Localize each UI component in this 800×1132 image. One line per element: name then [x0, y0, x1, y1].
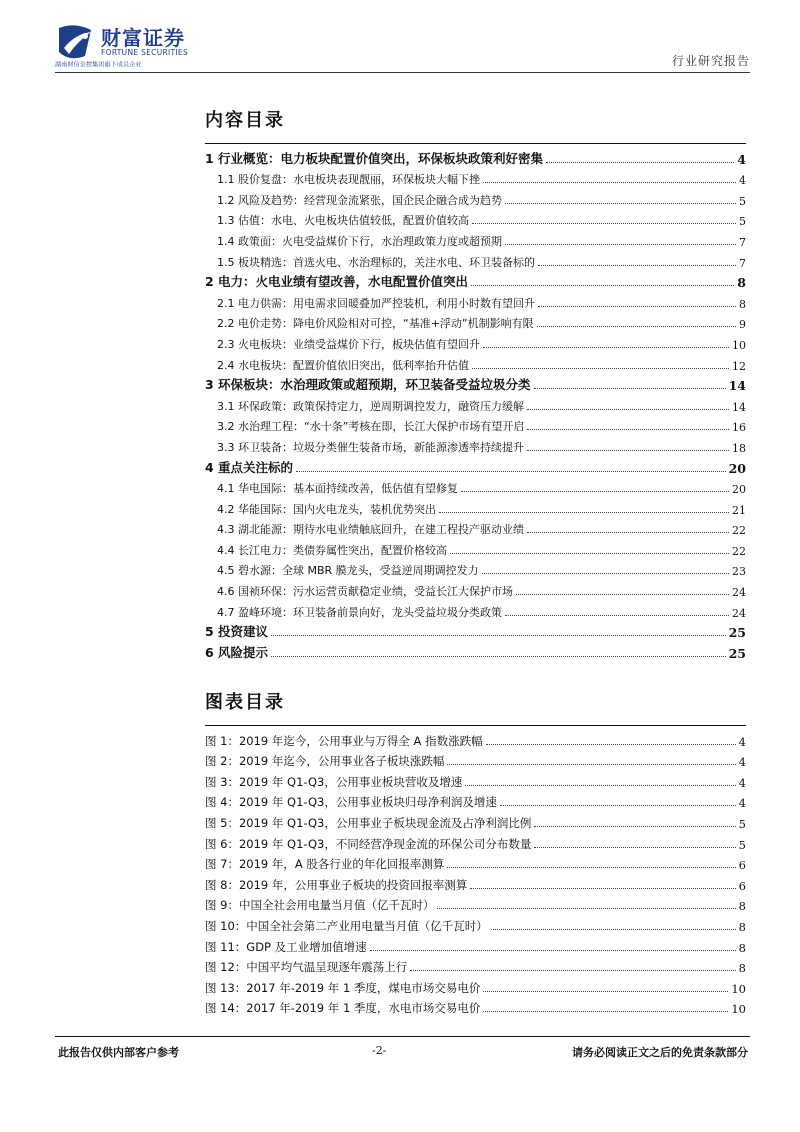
entry-title: 4 重点关注标的 [205, 459, 294, 475]
entry-title: 3.1 环保政策：政策保持定力，逆周期调控发力，融资压力缓解 [217, 399, 524, 413]
entry-title: 1.5 板块精选：首选火电、水治理标的，关注水电、环卫装备标的 [217, 255, 535, 269]
entry-page-number: 21 [732, 503, 746, 517]
entry-title: 图 4：2019 年 Q1-Q3，公用事业板块归母净利润及增速 [205, 795, 497, 810]
toc-subsection-entry[interactable] [205, 434, 746, 455]
logo-subtitle: 湖南财信金控集团旗下成员企业 [55, 60, 142, 69]
dot-leader [296, 470, 726, 472]
entry-page-number: 23 [732, 565, 746, 579]
entry-page-number: 10 [731, 981, 746, 996]
dot-leader [538, 305, 736, 307]
dot-leader [527, 408, 729, 410]
dot-leader [483, 990, 728, 992]
dot-leader [491, 928, 736, 930]
entry-title: 3.2 水治理工程：“水十条”考核在即，长江大保护市场有望开启 [217, 420, 525, 434]
figure-list-entry[interactable] [205, 872, 746, 893]
toc-section-entry[interactable] [205, 373, 746, 394]
dot-leader [471, 284, 734, 286]
figure-list-entry[interactable] [205, 810, 746, 831]
entry-page-number: 22 [732, 524, 746, 538]
entry-title: 2.4 水电板块：配置价值依旧突出，低利率抬升估值 [217, 358, 469, 372]
entry-page-number: 20 [728, 460, 746, 476]
dot-leader [483, 181, 736, 183]
dot-leader [527, 428, 729, 430]
entry-title: 图 11：GDP 及工业增加值增速 [205, 939, 367, 954]
figure-list-entry[interactable] [205, 749, 746, 770]
toc-subsection-entry[interactable] [205, 187, 746, 208]
toc-subsection-entry[interactable] [205, 578, 746, 599]
dot-leader [470, 887, 735, 889]
toc-subsection-entry[interactable] [205, 496, 746, 517]
toc-section-entry[interactable] [205, 620, 746, 641]
dot-leader [546, 161, 734, 163]
dot-leader [538, 264, 736, 266]
dot-leader [271, 634, 726, 636]
page-header [0, 0, 800, 75]
dot-leader [505, 202, 736, 204]
toc-subsection-entry[interactable] [205, 517, 746, 538]
entry-page-number: 25 [728, 625, 746, 641]
toc-subsection-entry[interactable] [205, 249, 746, 270]
figure-list-entry[interactable] [205, 852, 746, 873]
dot-leader [271, 655, 726, 657]
entry-page-number: 5 [739, 194, 746, 208]
dot-leader [483, 1010, 728, 1012]
entry-page-number: 18 [732, 441, 746, 455]
entry-page-number: 24 [732, 606, 746, 620]
toc-heading: 内容目录 [205, 110, 285, 131]
dot-leader [472, 222, 736, 224]
entry-page-number: 4 [739, 174, 746, 188]
company-logo [55, 22, 215, 68]
toc-section-entry[interactable] [205, 640, 746, 661]
toc-subsection-entry[interactable] [205, 393, 746, 414]
dot-leader [483, 346, 729, 348]
entry-title: 图 1：2019 年迄今，公用事业与万得全 A 指数涨跌幅 [205, 733, 483, 748]
entry-title: 图 14：2017 年-2019 年 1 季度，水电市场交易电价 [205, 1001, 481, 1016]
entry-title: 4.6 国祯环保：污水运营贡献稳定业绩，受益长江大保护市场 [217, 585, 513, 599]
dot-leader [534, 825, 735, 827]
toc-subsection-entry[interactable] [205, 476, 746, 497]
entry-page-number: 7 [739, 256, 746, 270]
dot-leader [465, 784, 735, 786]
entry-title: 1.3 估值：水电、火电板块估值较低，配置价值较高 [217, 214, 469, 228]
header-divider [55, 72, 750, 73]
dot-leader [447, 866, 735, 868]
dot-leader [534, 387, 726, 389]
dot-leader [527, 531, 729, 533]
entry-page-number: 10 [732, 338, 746, 352]
figure-list-entry[interactable] [205, 996, 746, 1017]
entry-page-number: 6 [738, 858, 746, 873]
figure-list-entry[interactable] [205, 893, 746, 914]
dot-leader [437, 907, 735, 909]
entry-title: 图 8：2019 年，公用事业子板块的投资回报率测算 [205, 877, 468, 892]
entry-title: 图 2：2019 年迄今，公用事业各子板块涨跌幅 [205, 754, 445, 769]
dot-leader [461, 490, 729, 492]
entry-page-number: 8 [738, 919, 746, 934]
dot-leader [447, 763, 735, 765]
figure-list-heading: 图表目录 [205, 692, 285, 713]
entry-title: 4.1 华电国际：基本面持续改善，低估值有望修复 [217, 482, 458, 496]
entry-page-number: 5 [738, 816, 746, 831]
entry-title: 图 6：2019 年 Q1-Q3，不同经营净现金流的环保公司分布数量 [205, 836, 532, 851]
entry-page-number: 4 [737, 151, 746, 167]
entry-title: 2.3 火电板块：业绩受益煤价下行，板块估值有望回升 [217, 337, 480, 351]
entry-page-number: 4 [738, 796, 746, 811]
entry-title: 图 12：中国平均气温呈现逐年震荡上行 [205, 960, 408, 975]
toc-subsection-entry[interactable] [205, 414, 746, 435]
figure-list-entry[interactable] [205, 790, 746, 811]
entry-title: 2.1 电力供需：用电需求回暖叠加严控装机，利用小时数有望回升 [217, 296, 535, 310]
entry-page-number: 12 [732, 359, 746, 373]
footer-divider [55, 1036, 750, 1037]
entry-title: 5 投资建议 [205, 624, 269, 640]
entry-title: 4.5 碧水源：全球 MBR 膜龙头，受益逆周期调控发力 [217, 564, 479, 578]
dot-leader [439, 511, 729, 513]
entry-title: 4.3 湖北能源：期待水电业绩触底回升，在建工程投产驱动业绩 [217, 523, 524, 537]
entry-page-number: 22 [732, 544, 746, 558]
entry-page-number: 8 [737, 275, 746, 291]
entry-page-number: 6 [738, 878, 746, 893]
figure-list-entry[interactable] [205, 769, 746, 790]
entry-page-number: 8 [738, 961, 746, 976]
figure-list-entry[interactable] [205, 831, 746, 852]
entry-title: 图 13：2017 年-2019 年 1 季度，煤电市场交易电价 [205, 980, 481, 995]
entry-page-number: 7 [739, 235, 746, 249]
entry-page-number: 14 [728, 378, 746, 394]
dot-leader [527, 449, 729, 451]
entry-page-number: 20 [732, 483, 746, 497]
page-number: -2- [372, 1044, 387, 1057]
figure-list-entry[interactable] [205, 955, 746, 976]
toc-subsection-entry[interactable] [205, 537, 746, 558]
entry-page-number: 8 [738, 899, 746, 914]
entry-page-number: 10 [731, 1002, 746, 1017]
entry-page-number: 4 [738, 755, 746, 770]
figure-list [205, 725, 746, 1016]
figure-list-entry[interactable] [205, 725, 746, 749]
entry-title: 2 电力：火电业绩有望改善，水电配置价值突出 [205, 274, 469, 290]
table-of-contents [205, 143, 746, 661]
dot-leader [505, 243, 736, 245]
footer-disclaimer-left: 此报告仅供内部客户参考 [58, 1046, 179, 1059]
dot-leader [482, 572, 729, 574]
dot-leader [516, 593, 729, 595]
entry-title: 图 5：2019 年 Q1-Q3，公用事业子板块现金流及占净利润比例 [205, 815, 532, 830]
logo-chinese-name: 财富证券 [101, 26, 185, 50]
dot-leader [534, 846, 735, 848]
entry-page-number: 5 [739, 215, 746, 229]
entry-page-number: 8 [738, 940, 746, 955]
dot-leader [500, 804, 736, 806]
entry-page-number: 24 [732, 586, 746, 600]
entry-title: 2.2 电价走势：降电价风险相对可控，“基准+浮动”机制影响有限 [217, 317, 534, 331]
entry-title: 图 10：中国全社会第二产业用电量当月值（亿千瓦时） [205, 918, 488, 933]
entry-title: 1.2 风险及趋势：经营现金流紧张，国企民企融合成为趋势 [217, 193, 502, 207]
toc-subsection-entry[interactable] [205, 558, 746, 579]
dot-leader [450, 552, 729, 554]
dot-leader [486, 743, 736, 745]
entry-page-number: 5 [738, 837, 746, 852]
entry-title: 图 3：2019 年 Q1-Q3，公用事业板块营收及增速 [205, 774, 463, 789]
toc-subsection-entry[interactable] [205, 599, 746, 620]
dot-leader [370, 949, 736, 951]
toc-section-entry[interactable] [205, 270, 746, 291]
entry-title: 图 7：2019 年，A 股各行业的年化回报率测算 [205, 857, 445, 872]
entry-title: 1 行业概览：电力板块配置价值突出，环保板块政策利好密集 [205, 150, 544, 166]
entry-title: 1.1 股价复盘：水电板块表现靓丽，环保板块大幅下挫 [217, 173, 480, 187]
toc-subsection-entry[interactable] [205, 311, 746, 332]
toc-section-entry[interactable] [205, 143, 746, 167]
toc-subsection-entry[interactable] [205, 228, 746, 249]
toc-subsection-entry[interactable] [205, 208, 746, 229]
logo-english-name: FORTUNE SECURITIES [101, 48, 189, 57]
dot-leader [410, 969, 735, 971]
entry-title: 6 风险提示 [205, 644, 269, 660]
dot-leader [472, 367, 729, 369]
dot-leader [537, 325, 736, 327]
dot-leader [505, 614, 729, 616]
figure-list-entry[interactable] [205, 934, 746, 955]
figure-list-entry[interactable] [205, 975, 746, 996]
entry-page-number: 14 [732, 400, 746, 414]
entry-title: 4.2 华能国际：国内火电龙头，装机优势突出 [217, 502, 436, 516]
entry-title: 图 9：中国全社会用电量当月值（亿千瓦时） [205, 898, 435, 913]
entry-title: 1.4 政策面：火电受益煤价下行，水治理政策力度或超预期 [217, 234, 502, 248]
entry-title: 4.7 盈峰环境：环卫装备前景向好，龙头受益垃圾分类政策 [217, 605, 502, 619]
entry-title: 4.4 长江电力：类债券属性突出，配置价格较高 [217, 543, 447, 557]
entry-page-number: 16 [732, 421, 746, 435]
entry-title: 3.3 环卫装备：垃圾分类催生装备市场，新能源渗透率持续提升 [217, 440, 524, 454]
toc-subsection-entry[interactable] [205, 352, 746, 373]
footer-disclaimer-right: 请务必阅读正文之后的免责条款部分 [572, 1046, 748, 1059]
toc-subsection-entry[interactable] [205, 331, 746, 352]
entry-page-number: 4 [738, 734, 746, 749]
figure-list-entry[interactable] [205, 913, 746, 934]
entry-page-number: 4 [738, 775, 746, 790]
report-type-label: 行业研究报告 [671, 54, 750, 68]
entry-page-number: 9 [739, 318, 746, 332]
entry-page-number: 25 [728, 645, 746, 661]
toc-subsection-entry[interactable] [205, 167, 746, 188]
entry-title: 3 环保板块：水治理政策或超预期，环卫装备受益垃圾分类 [205, 377, 531, 393]
toc-section-entry[interactable] [205, 455, 746, 476]
entry-page-number: 8 [739, 297, 746, 311]
fortune-logo-icon [55, 22, 95, 62]
toc-subsection-entry[interactable] [205, 290, 746, 311]
